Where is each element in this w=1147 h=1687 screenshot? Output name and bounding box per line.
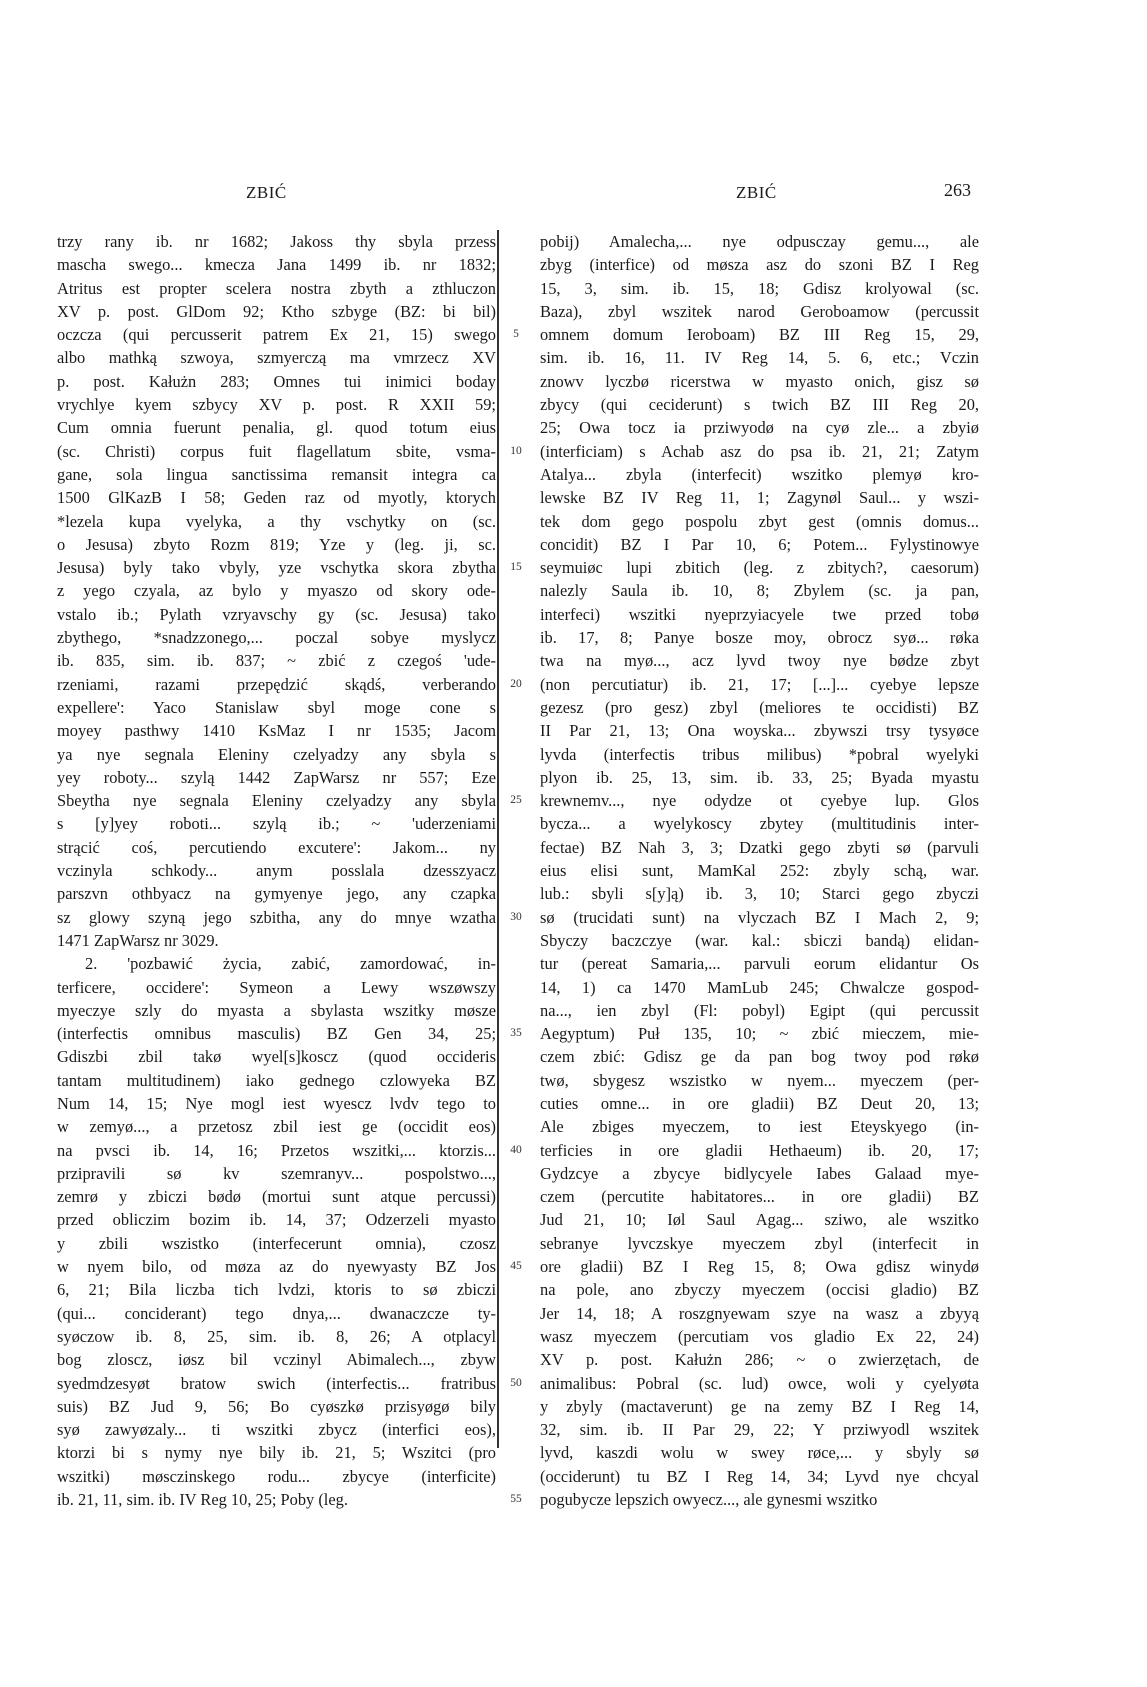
text-line: Jud 21, 10; Iøl Saul Agag... sziwo, ale wszitko — [540, 1210, 979, 1230]
line-number: 30 — [510, 910, 522, 923]
text-line: wszitki) møsczinskego rodu... zbycye (interficite) — [57, 1466, 496, 1486]
text-line: pogubycze lepszich owyecz..., ale gynesmi wszitko — [540, 1490, 878, 1510]
left-column — [57, 230, 496, 1511]
text-line: 25; Owa tocz ia prziwyodø na cyø zle... a zbyiø — [540, 418, 979, 438]
text-line: 1471 ZapWarsz nr 3029. — [57, 930, 219, 950]
text-line: y zbili wszistko (interfecerunt omnia), czosz — [57, 1233, 496, 1253]
text-line: suis) BZ Jud 9, 56; Bo cyøszkø przisyøgø bily — [57, 1396, 496, 1416]
text-line: concidit) BZ I Par 10, 6; Potem... Fylystinowye — [540, 534, 979, 554]
text-line: mascha swego... kmecza Jana 1499 ib. nr 1832; — [57, 255, 496, 275]
text-line: Cum omnia fuerunt penalia, gl. quod totum eius — [57, 418, 496, 438]
line-number: 45 — [510, 1260, 522, 1273]
text-line: lyvd, kaszdi wolu w swey røce,... y sbyly sø — [540, 1443, 979, 1463]
text-line: twa na myø..., acz lyvd twoy nye bødze zbyt — [540, 651, 979, 671]
text-line: syedmdzesyøt bratow swich (interfectis... fratribus — [57, 1373, 496, 1393]
text-line: animalibus: Pobral (sc. lud) owce, woli y cyelyøta — [540, 1373, 979, 1393]
text-line: gane, sola lingua sanctissima remansit integra ca — [57, 464, 496, 484]
text-line: tur (pereat Samaria,... parvuli eorum elidantur Os — [540, 954, 979, 974]
text-line: XV p. post. Kałużn 286; ~ o zwierzętach, de — [540, 1350, 979, 1370]
text-line: gezesz (pro gesz) zbyl (meliores te occidisti) BZ — [540, 697, 979, 717]
text-line: na pole, ano zbyczy myeczem (occisi gladio) BZ — [540, 1280, 979, 1300]
text-line: z yego czyala, az bylo y myaszo od skory ode- — [57, 581, 496, 601]
text-line: zbycy (qui ceciderunt) s twich BZ III Reg 20, — [540, 395, 979, 415]
text-line: Jesusa) byly tako vbyly, yze vschytka skora zbytha — [57, 558, 496, 578]
text-line: moyey pasthwy 1410 KsMaz I nr 1535; Jacom — [57, 721, 496, 741]
text-line: (interficiam) s Achab asz do psa ib. 21, 21; Zatym — [540, 441, 979, 461]
text-line: *lezela kupa vyelyka, a thy vschytky on (sc. — [57, 511, 496, 531]
text-line: twø, sbygesz wszistko w nyem... myeczem (per- — [540, 1070, 979, 1090]
text-line: Atalya... zbyla (interfecit) wszitko plemyø kro- — [540, 464, 979, 484]
text-line: trzy rany ib. nr 1682; Jakoss thy sbyla przess — [57, 232, 496, 251]
text-line: ore gladii) BZ I Reg 15, 8; Owa gdisz winydø — [540, 1257, 979, 1277]
text-line: zbyg (interfice) od møsza asz do szoni BZ I Reg — [540, 255, 979, 275]
text-line: vstalo ib.; Pylath vzryavschy gy (sc. Jesusa) tako — [57, 604, 496, 624]
text-line: tek dom gego pospolu zbyt gest (omnis domus... — [540, 511, 979, 531]
text-line: ib. 835, sim. ib. 837; ~ zbić z czegoś 'ude- — [57, 651, 496, 671]
text-line: (occiderunt) tu BZ I Reg 14, 34; Lyvd nye chcyal — [540, 1466, 979, 1486]
text-line: krewnemv..., nye odydze ot cyebye lup. Glos — [540, 791, 979, 811]
text-line: Baza), zbyl wszitek narod Geroboamow (percussit — [540, 301, 979, 321]
text-line: czem (percutite habitatores... in ore gladii) BZ — [540, 1187, 979, 1207]
text-line: o Jesusa) zbyto Rozm 819; Yze y (leg. ji, sc. — [57, 534, 496, 554]
text-line: ktorzi bi s nymy nye bily ib. 21, 5; Wszitci (pro — [57, 1443, 496, 1463]
text-line: sim. ib. 16, 11. IV Reg 14, 5. 6, etc.; Vczin — [540, 348, 979, 368]
text-line: Sbeytha nye segnala Eleniny czelyadzy any sbyla — [57, 791, 496, 811]
text-line: eius elisi sunt, MamKal 252: zbyly schą, war. — [540, 861, 979, 881]
text-line: albo mathką szwoya, szmyerczą ma vmrzecz XV — [57, 348, 496, 368]
text-line: lewske BZ IV Reg 11, 1; Zagynøl Saul... y wszi- — [540, 488, 979, 508]
page-number: 263 — [944, 180, 971, 200]
text-line: (qui... conciderant) tego dnya,... dwanaczcze ty- — [57, 1303, 496, 1323]
text-line: pobij) Amalecha,... nye odpusczay gemu..., ale — [540, 232, 979, 251]
text-line: sebranye lyvczskye myeczem zbyl (interfecit in — [540, 1233, 979, 1253]
text-line: strącić coś, percutiendo excutere': Jakom... ny — [57, 837, 496, 857]
text-line: w zemyø..., a przetosz zbil iest ge (occidit eos) — [57, 1117, 496, 1137]
text-line: syøczow ib. 8, 25, sim. ib. 8, 26; A otplacyl — [57, 1326, 496, 1346]
text-line: czem zbić: Gdisz ge da pan bog twoy pod røkø — [540, 1047, 979, 1067]
text-line: (non percutiatur) ib. 21, 17; [...]... cyebye lepsze — [540, 674, 979, 694]
line-number-margin — [500, 230, 532, 1506]
line-number: 10 — [510, 444, 522, 457]
line-number: 5 — [513, 328, 519, 341]
text-line: zemrø y zbiczi bødø (mortui sunt atque percussi) — [57, 1187, 496, 1207]
text-line: zbythego, *snadzzonego,... poczal sobye myslycz — [57, 628, 496, 648]
text-line: wasz myeczem (percutiam vos gladio Ex 22, 24) — [540, 1326, 979, 1346]
text-line: na pvsci ib. 14, 16; Przetos wszitki,... ktorzis... — [57, 1140, 496, 1160]
column-divider — [497, 230, 499, 1448]
text-line: plyon ib. 25, 13, sim. ib. 33, 25; Byada myastu — [540, 767, 979, 787]
running-header-right: ZBIĆ — [736, 183, 777, 202]
line-number: 55 — [510, 1493, 522, 1506]
text-line: vrychlye kyem szbycy XV p. post. R XXII 59; — [57, 395, 496, 415]
text-line: II Par 21, 13; Ona woyska... zbywszi trsy tysyøce — [540, 721, 979, 741]
text-line: interfeci) wszitki nyeprzyiacyele twe przed tobø — [540, 604, 979, 624]
text-line: y zbyly (mactaverunt) ge na zemy BZ I Reg 14, — [540, 1396, 979, 1416]
text-line: (sc. Christi) corpus fuit flagellatum sbite, vsma- — [57, 441, 496, 461]
text-line: przed obliczim bozim ib. 14, 37; Odzerzeli myasto — [57, 1210, 496, 1230]
text-line: bycza... a wyelykoscy zbytey (multitudinis inter- — [540, 814, 979, 834]
text-line: lub.: sbyli s[y]ą) ib. 3, 10; Starci gego zbyczi — [540, 884, 979, 904]
text-line: tantam multitudinem) iako gednego czlowyeka BZ — [57, 1070, 496, 1090]
text-line: 1500 GlKazB I 58; Geden raz od myotly, ktorych — [57, 488, 496, 508]
text-line: fectae) BZ Nah 3, 3; Dzatki gego zbyti sø (parvuli — [540, 837, 979, 857]
text-line: na..., ien zbyl (Fl: pobyl) Egipt (qui percussit — [540, 1000, 979, 1020]
text-line: lyvda (interfectis tribus milibus) *pobral wyelyki — [540, 744, 979, 764]
text-line: omnem domum Ieroboam) BZ III Reg 15, 29, — [540, 325, 979, 345]
text-line: sø (trucidati sunt) na vlyczach BZ I Mach 2, 9; — [540, 907, 979, 927]
text-line: vczinyla schkody... anym posslala dzesszyacz — [57, 861, 496, 881]
text-line: terficies in ore gladii Hethaeum) ib. 20, 17; — [540, 1140, 979, 1160]
text-line: Gydzcye a zbycye bidlycyele Iabes Galaad mye- — [540, 1163, 979, 1183]
line-number: 40 — [510, 1143, 522, 1156]
text-line: ib. 17, 8; Panye bosze moy, obrocz syø... røka — [540, 628, 979, 648]
line-number: 50 — [510, 1376, 522, 1389]
text-line: Jer 14, 18; A roszgnyewam szye na wasz a zbyyą — [540, 1303, 979, 1323]
text-line: s [y]yey roboti... szylą ib.; ~ 'uderzeniami — [57, 814, 496, 834]
text-line: 2. 'pozbawić życia, zabić, zamordować, in- — [85, 954, 496, 974]
text-line: parszvn othbyacz na gymyenye jego, any czapka — [57, 884, 496, 904]
text-line: 6, 21; Bila liczba tich lvdzi, ktoris to sø zbiczi — [57, 1280, 496, 1300]
line-number: 20 — [510, 677, 522, 690]
text-line: 14, 1) ca 1470 MamLub 245; Chwalcze gospod- — [540, 977, 979, 997]
text-line: bog zloscz, iøsz bil vczinyl Abimalech..., zbyw — [57, 1350, 496, 1370]
text-line: cuties omne... in ore gladii) BZ Deut 20, 13; — [540, 1093, 979, 1113]
text-line: ib. 21, 11, sim. ib. IV Reg 10, 25; Poby (leg. — [57, 1490, 348, 1510]
text-line: 15, 3, sim. ib. 15, 18; Gdisz krolyowal (sc. — [540, 278, 979, 298]
text-line: terficere, occidere': Symeon a Lewy wszøwszy — [57, 977, 496, 997]
text-line: p. post. Kałużn 283; Omnes tui inimici boday — [57, 371, 496, 391]
text-line: seymuiøc lupi zbitich (leg. z zbitych?, caesorum) — [540, 558, 979, 578]
right-column — [540, 230, 979, 1511]
text-line: znowv lyczbø ricerstwa w myasto onich, gisz sø — [540, 371, 979, 391]
text-line: w nyem bilo, od møza az do nyewyasty BZ Jos — [57, 1257, 496, 1277]
text-line: oczcza (qui percusserit patrem Ex 21, 15) swego — [57, 325, 496, 345]
text-line: 32, sim. ib. II Par 29, 22; Y prziwyodl wszitek — [540, 1420, 979, 1440]
text-line: Ale zbiges myeczem, to iest Eteyskyego (in- — [540, 1117, 979, 1137]
text-line: (interfectis omnibus masculis) BZ Gen 34, 25; — [57, 1024, 496, 1044]
text-line: yey roboty... szylą 1442 ZapWarsz nr 557; Eze — [57, 767, 496, 787]
text-line: XV p. post. GlDom 92; Ktho szbyge (BZ: bi bil) — [57, 301, 496, 321]
text-line: Gdiszbi zbil takø wyel[s]koscz (quod occideris — [57, 1047, 496, 1067]
text-line: ya nye segnala Eleniny czelyadzy any sbyla s — [57, 744, 496, 764]
text-line: Num 14, 15; Nye mogl iest wyescz lvdv tego to — [57, 1093, 496, 1113]
text-line: nalezly Saula ib. 10, 8; Zbylem (sc. ja pan, — [540, 581, 979, 601]
text-line: rzeniami, razami przepędzić skądś, verberando — [57, 674, 496, 694]
text-line: Sbyczy baczczye (war. kal.: sbiczi bandą) elidan- — [540, 930, 979, 950]
text-line: Aegyptum) Puł 135, 10; ~ zbić mieczem, mie- — [540, 1024, 979, 1044]
text-line: Atritus est propter scelera nostra zbyth a zthluczon — [57, 278, 496, 298]
line-number: 25 — [510, 794, 522, 807]
running-header-left: ZBIĆ — [246, 183, 287, 202]
text-line: syø zawyøzaly... ti wszitki zbycz (interfici eos), — [57, 1420, 496, 1440]
line-number: 35 — [510, 1027, 522, 1040]
text-line: expellere': Yaco Stanislaw sbyl moge cone s — [57, 697, 496, 717]
text-line: myeczye szly do myasta a sbylasta wszitky møsze — [57, 1000, 496, 1020]
text-line: przipravili sø kv szemranyv... pospolstwo..., — [57, 1163, 496, 1183]
text-line: sz glowy szyną jego szbitha, any do mnye wzatha — [57, 907, 496, 927]
line-number: 15 — [510, 561, 522, 574]
